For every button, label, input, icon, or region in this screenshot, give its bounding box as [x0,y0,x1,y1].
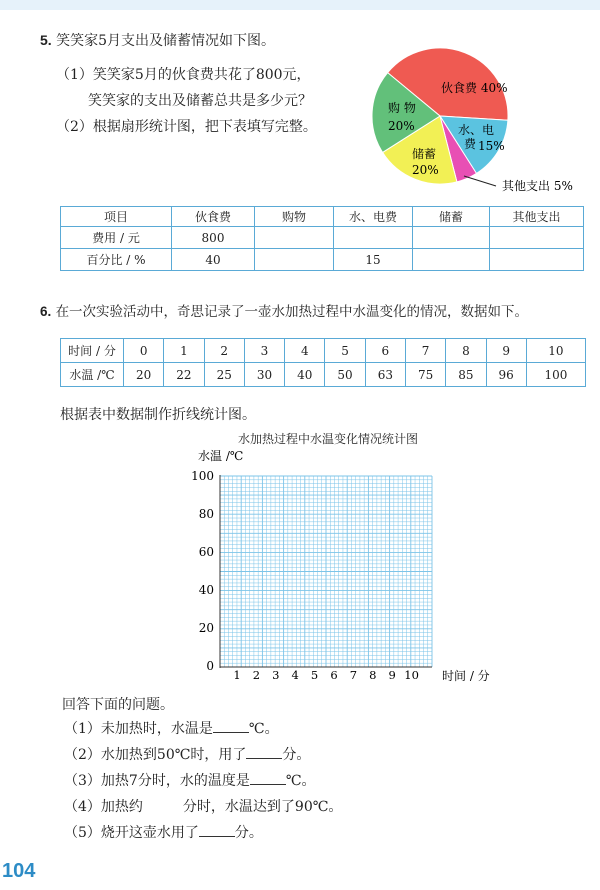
q6-time-cell: 1 [164,339,204,363]
q5-r1-c1: 800 [172,227,255,249]
q5-th-3: 水、电费 [334,207,413,227]
q6-temp-cell: 96 [486,363,526,387]
q5-r2-c2 [255,249,334,271]
page-number: 104 [2,860,36,882]
pie-label-water-1: 水、电 [458,123,495,137]
x-tick-label: 9 [388,668,396,682]
answer-blank[interactable] [246,746,282,759]
q6-time-cell: 7 [405,339,445,363]
x-tick-label: 1 [233,668,241,682]
q5-sub1-line1: （1）笑笑家5月的伙食费共花了800元， [56,67,311,83]
line-chart-grid [180,446,500,686]
x-tick-label: 5 [310,668,319,682]
x-tick-label: 4 [291,668,299,682]
q6-temp-cell: 30 [244,363,284,387]
q5-sub2: （2）根据扇形统计图，把下表填写完整。 [56,119,317,135]
q5-r2-c3: 15 [334,249,413,271]
q6-time-row [61,339,586,363]
x-tick-label: 10 [404,668,419,682]
question-item [64,796,342,816]
top-banner [0,0,600,10]
q5-r1-c3 [334,227,413,249]
q6-temp-cell: 25 [204,363,244,387]
q5-table [60,206,584,271]
q6-time-cell: 2 [204,339,244,363]
q5-r2-c1: 40 [172,249,255,271]
q6-temp-cell: 100 [526,363,585,387]
q5-th-1: 伙食费 [172,207,255,227]
y-tick-labels [191,469,214,673]
q5-r1-c0: 费用 / 元 [61,227,172,249]
q6-temp-cell: 75 [405,363,445,387]
y-tick-label: 40 [198,583,214,597]
question-suffix: ℃。 [285,773,316,789]
question-item [64,744,310,764]
q5-r1-c4 [413,227,490,249]
q5-r1-c2 [255,227,334,249]
pie-label-water-3: 15% [478,139,505,153]
pie-label-save-2: 20% [412,163,439,177]
question-text: （5）烧开这壶水用了 [64,825,199,841]
question-suffix: 分时，水温达到了90℃。 [182,799,343,815]
q6-temp-cell: 22 [164,363,204,387]
question-text: （2）水加热到50℃时，用了 [64,747,247,763]
pie-label-water-2: 费 [464,137,477,151]
answer-blank[interactable] [213,720,249,733]
q6-temp-cell: 40 [285,363,325,387]
pie-leader-line [464,176,496,186]
q5-sub1-line2: 笑笑家的支出及储蓄总共是多少元？ [88,93,312,109]
q6-time-cell: 10 [526,339,585,363]
q5-th-2: 购物 [255,207,334,227]
q5-r2-c0: 百分比 / % [61,249,172,271]
q5-number: 5. [40,32,52,48]
x-axis-label: 时间 / 分 [442,669,490,683]
q6-title [40,300,528,320]
q6-title-text: 在一次实验活动中，奇思记录了一壶水加热过程中水温变化的情况，数据如下。 [55,304,529,320]
q6-temp-cell: 63 [365,363,405,387]
q6-temp-cell: 50 [325,363,365,387]
q6-table [60,338,586,387]
question-text: （1）未加热时，水温是 [64,721,213,737]
q6-time-label: 时间 / 分 [61,339,124,363]
q6-time-cell: 5 [325,339,365,363]
q6-time-cell: 3 [244,339,284,363]
grid-lines [220,476,432,667]
q6-instruction: 根据表中数据制作折线统计图。 [60,407,256,423]
q6-temp-cell: 85 [446,363,486,387]
x-tick-labels [233,668,419,682]
pie-label-other: 其他支出 5% [502,179,573,193]
question-suffix: 分。 [282,747,311,763]
y-axis-label: 水温 /℃ [198,449,244,463]
x-tick-label: 6 [330,668,338,682]
q5-r2-c5 [490,249,584,271]
y-tick-label: 80 [198,507,214,521]
q6-time-cell: 8 [446,339,486,363]
y-tick-label: 100 [191,469,214,483]
q6-time-cell: 4 [285,339,325,363]
q6-temp-label: 水温 /℃ [61,363,124,387]
question-item [64,822,263,842]
answer-blank[interactable] [250,772,286,785]
q5-th-0: 项目 [61,207,172,227]
x-tick-label: 3 [272,668,280,682]
q6-time-cell: 0 [124,339,164,363]
q6-temp-cell: 20 [124,363,164,387]
y-tick-label: 60 [198,545,214,559]
x-tick-label: 7 [349,668,358,682]
question-text: （4）加热约 [64,799,143,815]
pie-label-save-1: 储蓄 [412,147,437,161]
pie-label-shop-1: 购 物 [388,101,416,115]
x-tick-label: 2 [252,668,261,682]
pie-label-shop-2: 20% [388,119,415,133]
q5-r1-c5 [490,227,584,249]
q5-r2-c4 [413,249,490,271]
y-tick-label: 0 [206,659,214,673]
q5-th-5: 其他支出 [490,207,584,227]
question-suffix: ℃。 [248,721,279,737]
pie-slices [372,48,508,184]
y-tick-label: 20 [198,621,214,635]
answer-intro: 回答下面的问题。 [62,697,174,713]
question-item [64,770,316,790]
q5-th-4: 储蓄 [413,207,490,227]
q6-time-cell: 6 [365,339,405,363]
pie-chart [360,40,600,200]
q6-temp-row [61,363,586,387]
question-text: （3）加热7分时，水的温度是 [64,773,250,789]
x-tick-label: 8 [369,668,377,682]
answer-blank[interactable] [199,824,235,837]
q6-number: 6. [40,304,52,319]
q6-time-cell: 9 [486,339,526,363]
chart-title: 水加热过程中水温变化情况统计图 [238,432,419,446]
q5-title-text: 笑笑家5月支出及储蓄情况如下图。 [56,33,276,49]
q5-title [40,30,275,50]
question-item [64,718,279,738]
question-suffix: 分。 [234,825,263,841]
pie-label-food: 伙食费 40% [441,81,508,95]
answer-blank[interactable] [143,799,183,811]
